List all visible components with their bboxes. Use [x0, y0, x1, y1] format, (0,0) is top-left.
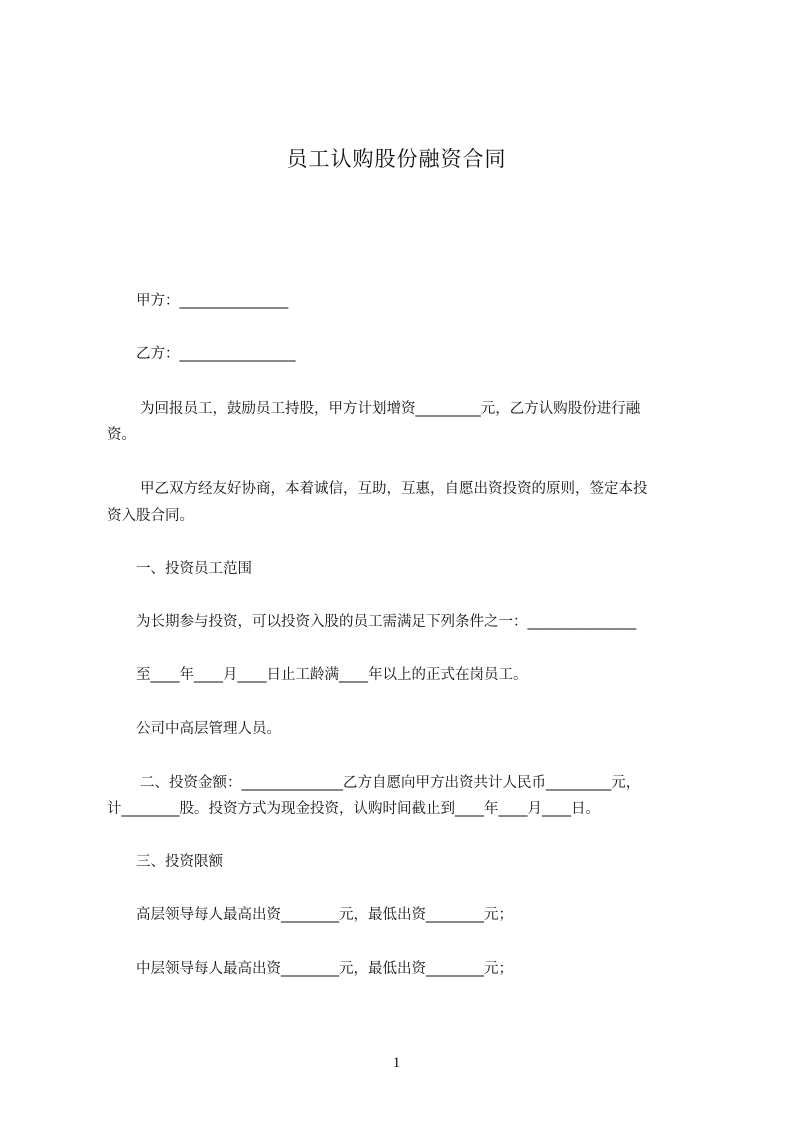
- paragraph-1-line-1: 为回报员工，鼓励员工持股，甲方计划增资_________元，乙方认购股份进行融: [140, 401, 641, 417]
- section-2-line-1: 二、投资金额：______________乙方自愿向甲方出资共计人民币_________元，: [140, 775, 641, 791]
- paragraph-2-line-2: 资入股合同。: [107, 508, 194, 524]
- section-2-line-2: 计________股。投资方式为现金投资，认购时间截止到____年____月____日。: [107, 801, 600, 817]
- section-1-line-1: 为长期参与投资，可以投资入股的员工需满足下列条件之一：_______________: [136, 614, 637, 630]
- section-3-line-1: 高层领导每人最高出资________元，最低出资________元；: [136, 907, 513, 923]
- section-1-line-2: 至____年____月____日止工龄满____年以上的正式在岗员工。: [136, 667, 528, 683]
- section-1-line-3: 公司中高层管理人员。: [136, 721, 281, 737]
- section-3-line-2: 中层领导每人最高出资________元，最低出资________元；: [136, 961, 513, 977]
- page-number: 1: [392, 1055, 401, 1071]
- document-title: 员工认购股份融资合同: [286, 147, 507, 171]
- party-a-line: 甲方：_______________: [136, 293, 289, 309]
- party-b-line: 乙方：________________: [136, 346, 296, 362]
- paragraph-1-line-2: 资。: [107, 427, 136, 443]
- paragraph-2-line-1: 甲乙双方经友好协商，本着诚信，互助，互惠，自愿出资投资的原则，签定本投: [140, 481, 648, 497]
- section-1-heading: 一、投资员工范围: [136, 561, 252, 577]
- section-3-heading: 三、投资限额: [136, 854, 223, 870]
